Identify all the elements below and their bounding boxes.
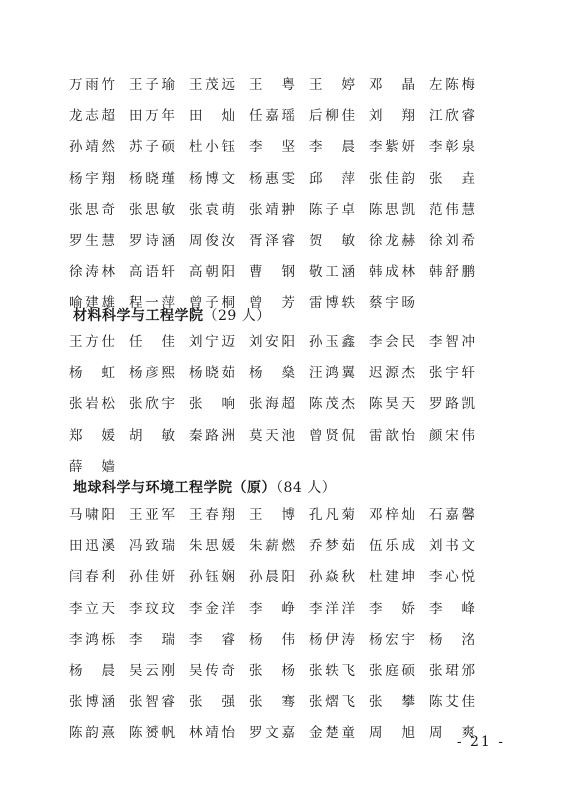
person-name: 汪鸿翼	[309, 365, 355, 382]
person-name: 石嘉馨	[429, 507, 475, 523]
person-name: 刘 翔	[369, 108, 415, 125]
person-name: 陈茂杰	[309, 396, 355, 413]
person-name: 刘宁迈	[189, 334, 235, 350]
person-name: 任 佳	[129, 334, 175, 350]
person-name: 韩成林	[369, 264, 415, 281]
person-name: 贺 敏	[309, 232, 355, 249]
person-name: 杜小钰	[189, 139, 235, 156]
person-name: 曾贤侃	[309, 427, 355, 444]
person-name: 孙晨阳	[249, 569, 295, 586]
person-name: 王子瑜	[129, 77, 175, 93]
person-name: 雷歆怡	[369, 427, 415, 444]
person-name: 胡 敏	[129, 427, 175, 444]
person-name: 杨 洺	[429, 631, 475, 648]
person-name: 张 骞	[249, 694, 295, 711]
section-count: （29 人）	[203, 308, 271, 324]
person-name: 徐涛林	[69, 264, 115, 281]
person-name: 张岩松	[69, 396, 115, 413]
person-name: 陈艾佳	[429, 694, 475, 711]
person-name: 孙玉鑫	[309, 334, 355, 350]
person-name: 徐刘希	[429, 232, 475, 249]
person-name: 杨 晨	[69, 662, 115, 679]
person-name: 高朝阳	[189, 264, 235, 281]
person-name: 左陈梅	[429, 77, 475, 93]
person-name: 邱 萍	[309, 170, 355, 187]
person-name: 田万年	[129, 108, 175, 125]
person-name: 李 坚	[249, 139, 295, 156]
person-name: 邓梓灿	[369, 507, 415, 523]
person-name: 张博涵	[69, 694, 115, 711]
person-name: 杨 燊	[249, 365, 295, 382]
person-name: 张 强	[189, 694, 235, 711]
name-list-materials	[0, 327, 565, 483]
person-name: 田迅溪	[69, 538, 115, 555]
name-grid	[69, 500, 565, 750]
name-list-earth-science	[0, 500, 565, 750]
person-name: 王 粤	[249, 77, 295, 93]
person-name: 张思敏	[129, 201, 175, 218]
person-name: 吴传奇	[189, 662, 235, 679]
person-name: 敬工涵	[309, 264, 355, 281]
person-name: 吴云刚	[129, 662, 175, 679]
person-name: 王 博	[249, 507, 295, 523]
person-name: 秦路洲	[189, 427, 235, 444]
person-name: 李心悦	[429, 569, 475, 586]
person-name: 任嘉瑶	[249, 108, 295, 125]
person-name: 杨宇翔	[69, 170, 115, 187]
person-name: 孙钰娴	[189, 569, 235, 586]
person-name: 杨晓茹	[189, 365, 235, 382]
person-name: 杨晓瑾	[129, 170, 175, 187]
person-name: 胥泽睿	[249, 232, 295, 249]
page-number: - 21 -	[456, 734, 505, 750]
person-name: 陈昊天	[369, 396, 415, 413]
person-name: 林靖怡	[189, 725, 235, 742]
person-name: 朱薪燃	[249, 538, 295, 555]
person-name: 张智睿	[129, 694, 175, 711]
person-name: 张海超	[249, 396, 295, 413]
person-name: 张轶飞	[309, 662, 355, 679]
person-name: 颜宋伟	[429, 427, 475, 444]
person-name: 张庭硕	[369, 662, 415, 679]
person-name: 田 灿	[189, 108, 235, 125]
person-name: 李 娇	[369, 600, 415, 617]
person-name: 李 睿	[189, 631, 235, 648]
person-name: 罗生慧	[69, 232, 115, 249]
person-name: 周俊汝	[189, 232, 235, 249]
section-count: （84 人）	[276, 480, 337, 496]
name-grid	[69, 327, 565, 483]
person-name: 张靖翀	[249, 201, 295, 218]
person-name: 范伟慧	[429, 201, 475, 218]
person-name: 李会民	[369, 334, 415, 350]
person-name: 张佳韵	[369, 170, 415, 187]
person-name: 张 攀	[369, 694, 415, 711]
person-name: 朱思媛	[189, 538, 235, 555]
person-name: 冯致瑞	[129, 538, 175, 555]
person-name: 李紫妍	[369, 139, 415, 156]
person-name: 张熠飞	[309, 694, 355, 711]
person-name: 江欣睿	[429, 108, 475, 125]
person-name: 张宇轩	[429, 365, 475, 382]
person-name: 罗路凯	[429, 396, 475, 413]
person-name: 徐龙赫	[369, 232, 415, 249]
person-name: 王春翔	[189, 507, 235, 523]
person-name: 李金洋	[189, 600, 235, 617]
person-name: 李玟玟	[129, 600, 175, 617]
person-name: 孙佳妍	[129, 569, 175, 586]
person-name: 杨惠雯	[249, 170, 295, 187]
person-name: 苏子硕	[129, 139, 175, 156]
person-name: 郑 媛	[69, 427, 115, 444]
section-title: 地球科学与环境工程学院（原）	[73, 480, 276, 496]
person-name: 李 晨	[309, 139, 355, 156]
person-name: 李彰泉	[429, 139, 475, 156]
person-name: 李 峥	[249, 600, 295, 617]
person-name: 高语轩	[129, 264, 175, 281]
person-name: 王 婷	[309, 77, 355, 93]
person-name: 李洋洋	[309, 600, 355, 617]
person-name: 陈韵熹	[69, 725, 115, 742]
person-name: 张珺邠	[429, 662, 475, 679]
person-name: 李鸿栎	[69, 631, 115, 648]
person-name: 张 垚	[429, 170, 475, 187]
person-name: 李 瑞	[129, 631, 175, 648]
person-name: 万雨竹	[69, 77, 115, 93]
person-name: 乔梦茹	[309, 538, 355, 555]
person-name: 王方仕	[69, 334, 115, 350]
person-name: 杜建坤	[369, 569, 415, 586]
person-name: 马啸阳	[69, 507, 115, 523]
person-name: 金楚童	[309, 725, 355, 742]
section-heading-earth-science	[73, 477, 336, 497]
person-name: 曹 钢	[249, 264, 295, 281]
person-name: 张欣宇	[129, 396, 175, 413]
person-name: 刘书文	[429, 538, 475, 555]
person-name: 张袁萌	[189, 201, 235, 218]
person-name: 龙志超	[69, 108, 115, 125]
person-name: 罗诗涵	[129, 232, 175, 249]
person-name: 陈思凯	[369, 201, 415, 218]
person-name: 迟源杰	[369, 365, 415, 382]
person-name: 张 响	[189, 396, 235, 413]
person-name: 罗文嘉	[249, 725, 295, 742]
person-name: 韩舒鹏	[429, 264, 475, 281]
person-name: 杨彦熙	[129, 365, 175, 382]
person-name: 曾 芳	[249, 295, 295, 312]
person-name: 陈赟帆	[129, 725, 175, 742]
name-grid	[69, 70, 565, 320]
person-name: 杨 虹	[69, 365, 115, 382]
person-name: 程一萍	[129, 295, 175, 312]
person-name: 李智冲	[429, 334, 475, 350]
person-name: 喻建雄	[69, 295, 115, 312]
person-name: 孙靖然	[69, 139, 115, 156]
person-name: 杨伊涛	[309, 631, 355, 648]
person-name: 伍乐成	[369, 538, 415, 555]
person-name: 蔡宇旸	[369, 295, 415, 312]
person-name: 邓 晶	[369, 77, 415, 93]
person-name: 周 爽	[429, 725, 475, 742]
person-name: 孙焱秋	[309, 569, 355, 586]
section-title: 材料科学与工程学院	[73, 308, 204, 324]
person-name: 杨宏宇	[369, 631, 415, 648]
person-name: 莫天池	[249, 427, 295, 444]
person-name: 刘安阳	[249, 334, 295, 350]
person-name: 王亚军	[129, 507, 175, 523]
person-name: 薛 嫱	[69, 458, 115, 475]
person-name: 陈子卓	[309, 201, 355, 218]
person-name: 王茂远	[189, 77, 235, 93]
person-name: 闫春利	[69, 569, 115, 586]
person-name: 后柳佳	[309, 108, 355, 125]
person-name: 李 峰	[429, 600, 475, 617]
person-name: 杨博文	[189, 170, 235, 187]
person-name: 周 旭	[369, 725, 415, 742]
person-name: 张思奇	[69, 201, 115, 218]
section-heading-materials	[73, 305, 271, 325]
person-name: 孔凡菊	[309, 507, 355, 523]
person-name: 杨 伟	[249, 631, 295, 648]
person-name: 张 杨	[249, 662, 295, 679]
person-name: 雷博轶	[309, 295, 355, 312]
name-list-continued	[0, 70, 565, 320]
person-name: 李立天	[69, 600, 115, 617]
person-name: 曾子桐	[189, 295, 235, 312]
